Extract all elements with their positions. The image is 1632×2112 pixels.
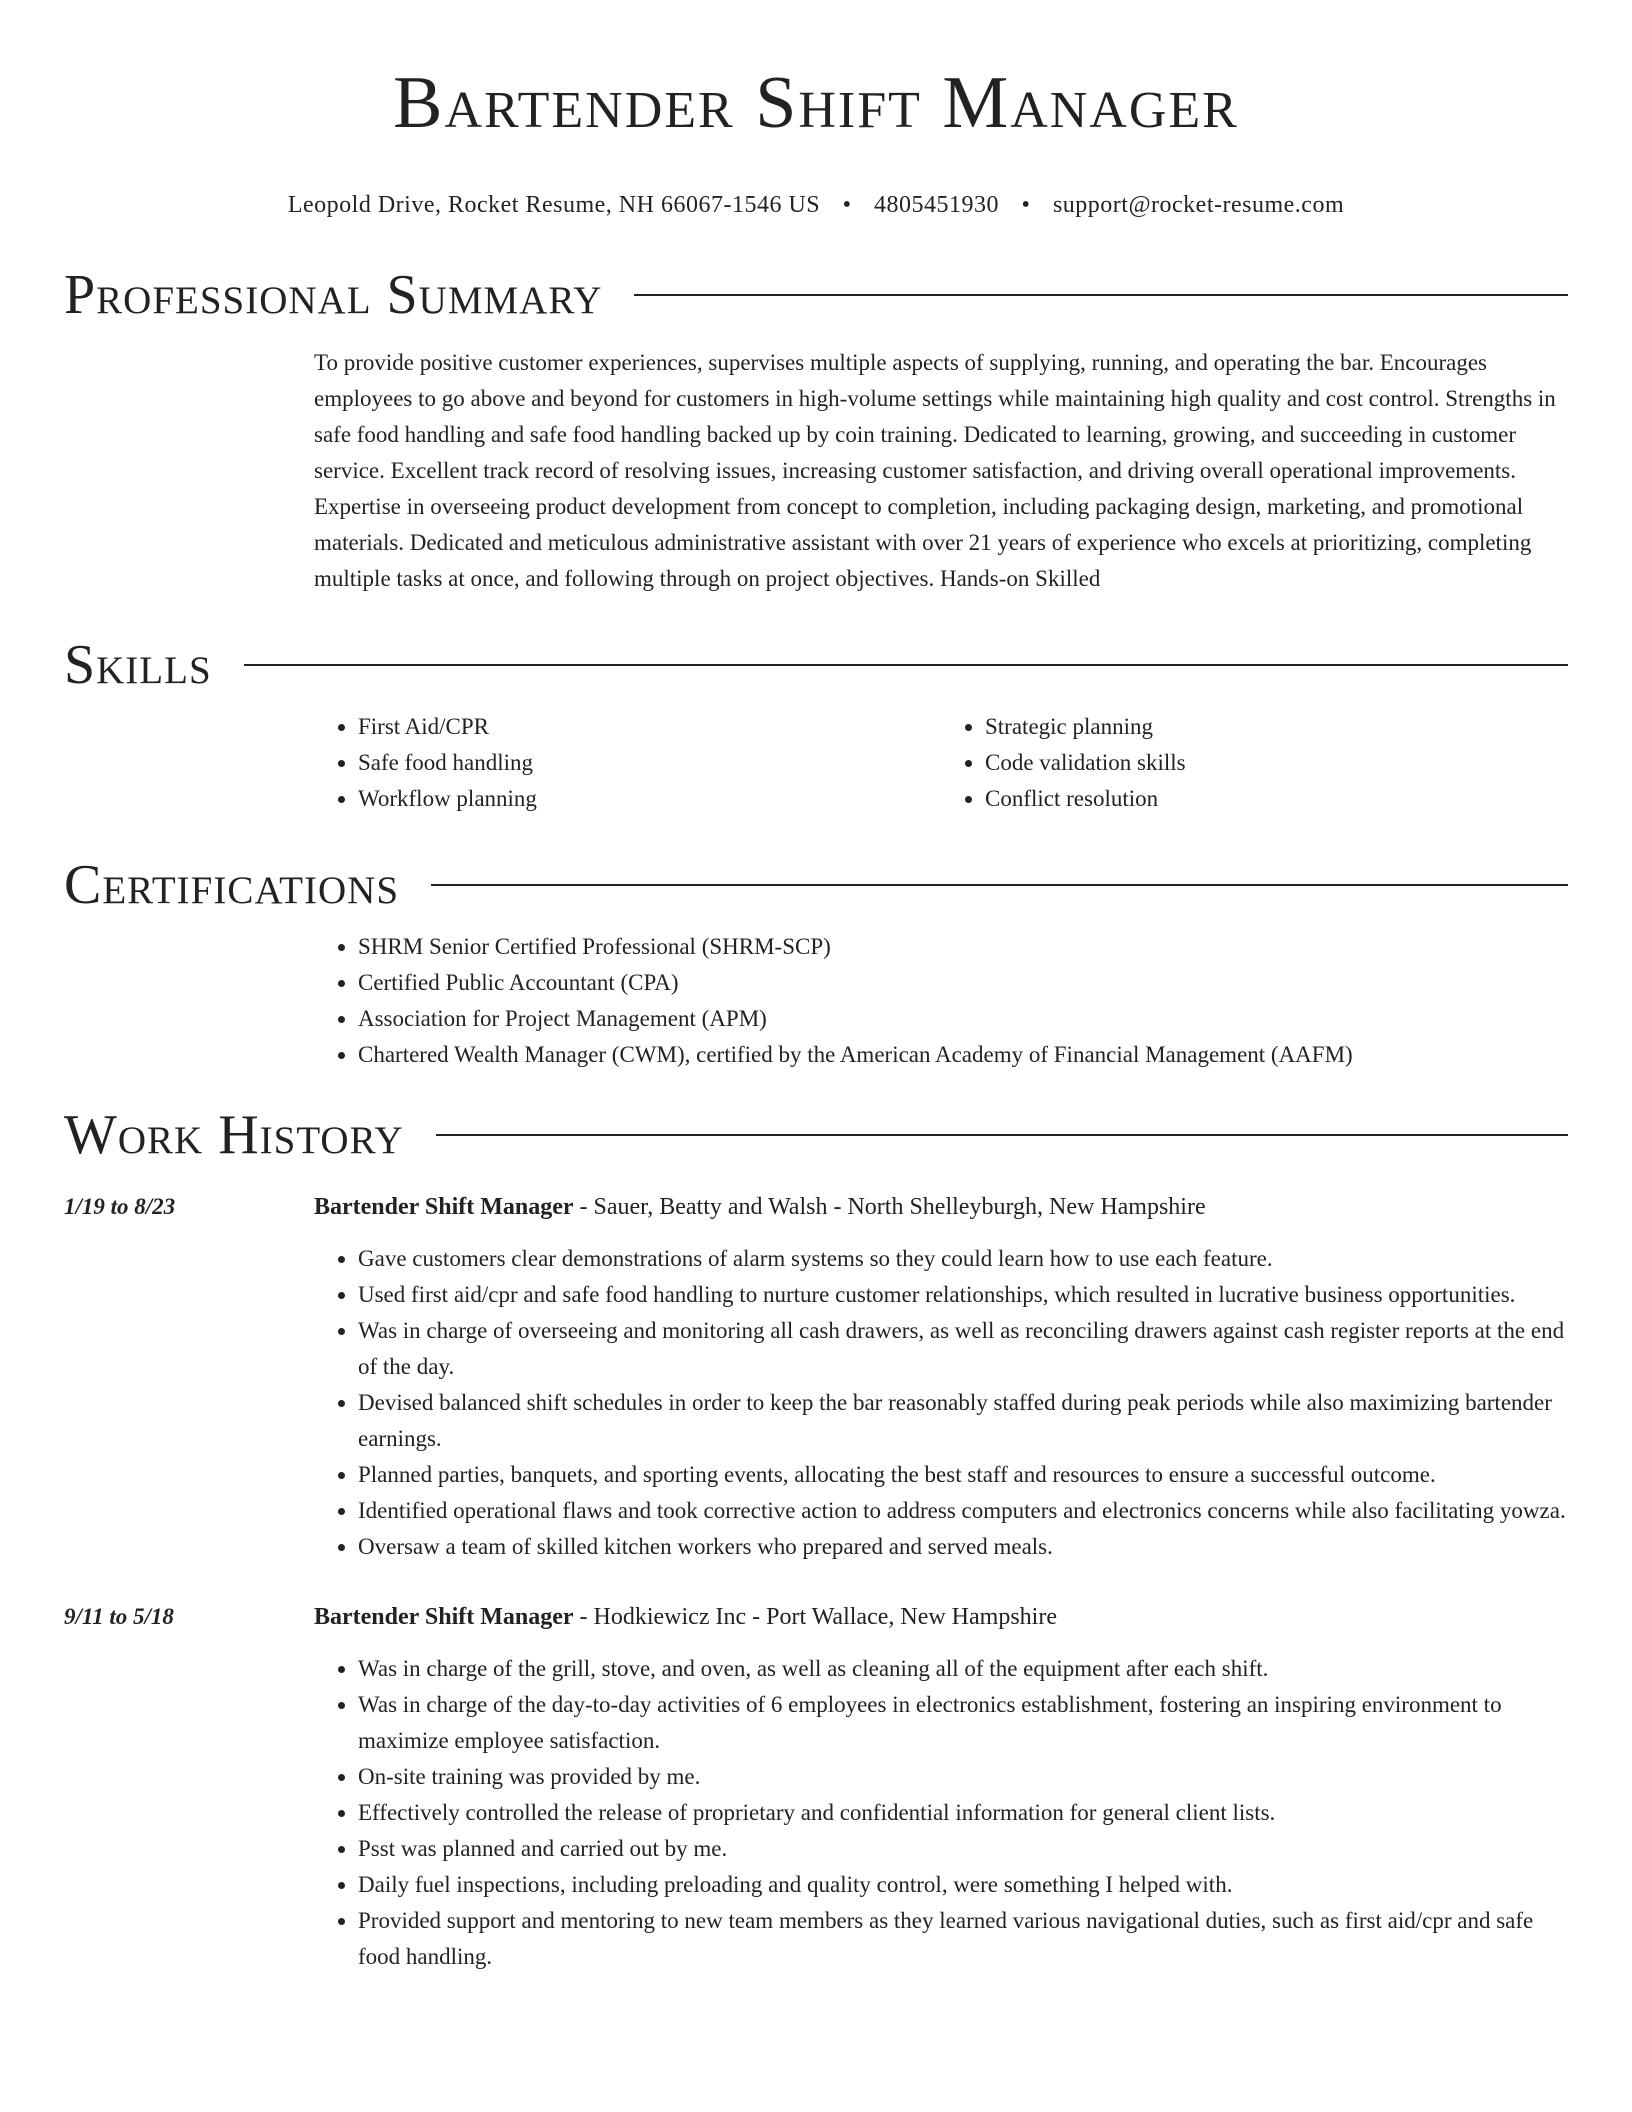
job-entry xyxy=(64,1189,1568,1565)
job-bullet: • Oversaw a team of skilled kitchen workers who prepared and served meals. xyxy=(358,1529,1568,1565)
certifications-section-header xyxy=(64,853,1568,917)
job-content xyxy=(314,1599,1568,1975)
skill-item: • Strategic planning xyxy=(985,709,1568,745)
summary-section-header xyxy=(64,263,1568,327)
job-bullet: • Was in charge of the grill, stove, and oven, as well as cleaning all of the equipment after each shift. xyxy=(358,1651,1568,1687)
job-title-line xyxy=(314,1599,1568,1635)
skill-item: • Safe food handling xyxy=(358,745,941,781)
job-bullet: • Effectively controlled the release of proprietary and confidential information for general client lists. xyxy=(358,1795,1568,1831)
job-bullet: • Identified operational flaws and took corrective action to address computers and electronics concerns while also facilitating yowza. xyxy=(358,1493,1568,1529)
summary-text: To provide positive customer experiences, supervises multiple aspects of supplying, running, and operating the bar. Encourages employees to go above and beyond for customers in high-volume settings while maintaining high quality and cost control. Strengths in safe food handling and safe food handling backed up by coin training. Dedicated to learning, growing, and succeeding in customer service. Excellent track record of resolving issues, increasing customer satisfaction, and driving overall operational improvements. Expertise in overseeing product development from concept to completion, including packaging design, marketing, and promotional materials. Dedicated and meticulous administrative assistant with over 21 years of experience who excels at prioritizing, completing multiple tasks at once, and following through on project objectives. Hands-on Skilled xyxy=(314,350,1556,591)
skills-section-header xyxy=(64,633,1568,697)
certification-item: • Certified Public Accountant (CPA) xyxy=(358,965,1568,1001)
section-divider xyxy=(436,1134,1568,1136)
job-bullet: • Provided support and mentoring to new team members as they learned various navigational duties, such as first aid/cpr and safe food handling. xyxy=(358,1903,1568,1975)
job-bullet: • Was in charge of overseeing and monitoring all cash drawers, as well as reconciling drawers against cash register reports at the end of the day. xyxy=(358,1313,1568,1385)
job-employer: - Sauer, Beatty and Walsh - North Shelleyburgh, New Hampshire xyxy=(573,1194,1206,1220)
job-dates: 1/19 to 8/23 xyxy=(64,1194,176,1219)
job-role: Bartender Shift Manager xyxy=(314,1604,574,1630)
job-bullet: • Gave customers clear demonstrations of alarm systems so they could learn how to use each feature. xyxy=(358,1241,1568,1277)
job-bullet: • Psst was planned and carried out by me. xyxy=(358,1831,1568,1867)
summary-heading: Professional Summary xyxy=(64,264,603,326)
job-employer: - Hodkiewicz Inc - Port Wallace, New Hampshire xyxy=(573,1604,1057,1630)
contact-phone: 4805451930 xyxy=(874,192,1000,218)
contact-address: Leopold Drive, Rocket Resume, NH 66067-1546 US xyxy=(287,192,821,218)
section-divider xyxy=(244,664,1568,666)
section-divider xyxy=(634,294,1568,296)
job-content xyxy=(314,1189,1568,1565)
job-dates: 9/11 to 5/18 xyxy=(64,1604,174,1629)
skills-column-right xyxy=(941,709,1568,817)
job-bullets xyxy=(314,1651,1568,1975)
skill-item: • Code validation skills xyxy=(985,745,1568,781)
job-bullet: • Used first aid/cpr and safe food handling to nurture customer relationships, which resulted in lucrative business opportunities. xyxy=(358,1277,1568,1313)
job-bullet: • Was in charge of the day-to-day activities of 6 employees in electronics establishment, fostering an inspiring environment to maximize employee satisfaction. xyxy=(358,1687,1568,1759)
job-bullet: • Planned parties, banquets, and sporting events, allocating the best staff and resources to ensure a successful outcome. xyxy=(358,1457,1568,1493)
certification-item: • Association for Project Management (APM) xyxy=(358,1001,1568,1037)
contact-line xyxy=(64,192,1568,219)
job-bullet: • On-site training was provided by me. xyxy=(358,1759,1568,1795)
certification-item: • Chartered Wealth Manager (CWM), certified by the American Academy of Financial Management (AAFM) xyxy=(358,1037,1568,1073)
skill-item: • Conflict resolution xyxy=(985,781,1568,817)
contact-email: support@rocket-resume.com xyxy=(1052,192,1345,218)
job-title-line xyxy=(314,1189,1568,1225)
work-history-section-header xyxy=(64,1103,1568,1167)
job-bullet: • Devised balanced shift schedules in order to keep the bar reasonably staffed during peak periods while also maximizing bartender earnings. xyxy=(358,1385,1568,1457)
certifications-list xyxy=(314,929,1568,1073)
job-entry xyxy=(64,1599,1568,1975)
skills-heading: Skills xyxy=(64,634,212,696)
contact-separator: • xyxy=(1021,192,1031,218)
certifications-heading: Certifications xyxy=(64,854,400,916)
certification-item: • SHRM Senior Certified Professional (SHRM-SCP) xyxy=(358,929,1568,965)
job-role: Bartender Shift Manager xyxy=(314,1194,574,1220)
job-bullets xyxy=(314,1241,1568,1565)
skill-item: • First Aid/CPR xyxy=(358,709,941,745)
section-divider xyxy=(431,884,1568,886)
skill-item: • Workflow planning xyxy=(358,781,941,817)
resume-title: Bartender Shift Manager xyxy=(393,62,1239,144)
work-history-heading: Work History xyxy=(64,1104,404,1166)
job-bullet: • Daily fuel inspections, including preloading and quality control, were something I helped with. xyxy=(358,1867,1568,1903)
contact-separator: • xyxy=(842,192,852,218)
skills-list xyxy=(314,709,1568,817)
skills-column-left xyxy=(314,709,941,817)
